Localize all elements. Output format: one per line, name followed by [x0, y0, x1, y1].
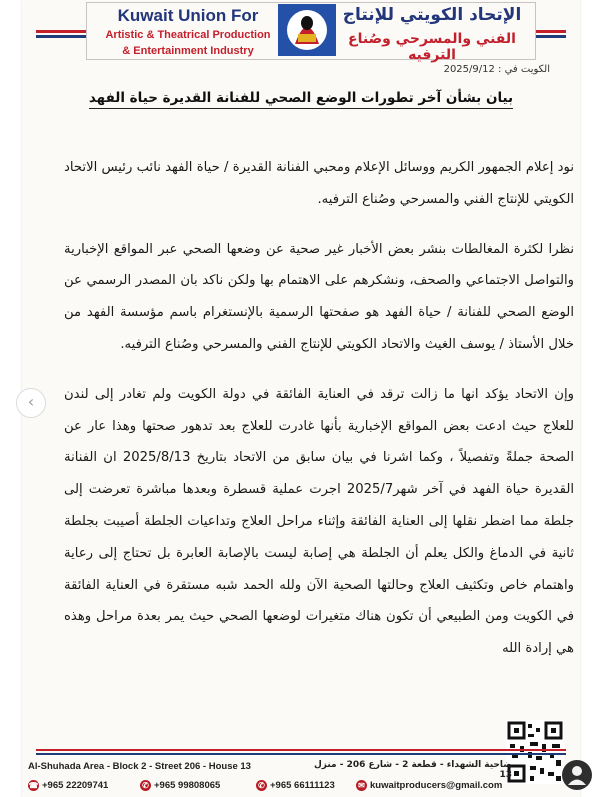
- whatsapp-icon: ✆: [140, 780, 151, 791]
- whatsapp-number: +965 66111123: [270, 780, 335, 792]
- phone-number: +965 22209741: [42, 780, 109, 792]
- phone-contact: [28, 780, 108, 791]
- email-contact: [356, 780, 502, 791]
- statement-subject: [62, 90, 540, 106]
- document-page: [22, 0, 580, 797]
- address-english: Al-Shuhada Area - Block 2 - Street 206 - House 13: [28, 761, 251, 772]
- footer-rule: [36, 749, 566, 757]
- whatsapp-number: +965 99808065: [154, 780, 221, 792]
- english-subtitle-line2: & Entertainment Industry: [122, 45, 254, 57]
- union-logo-icon: [278, 4, 336, 56]
- english-subtitle-line1: Artistic & Theatrical Production: [105, 29, 271, 41]
- address-arabic: ضاحية الشهداء - قطعة 2 - شارع 206 - منزل 13: [313, 760, 512, 780]
- arabic-title: الإتحاد الكويتي للإنتاج: [342, 5, 522, 25]
- statement-body: [64, 152, 574, 683]
- whatsapp-icon: ✆: [256, 780, 267, 791]
- arabic-subtitle: الفني والمسرحي وصُناع الترفيه: [348, 31, 516, 63]
- english-title: Kuwait Union For: [117, 6, 259, 25]
- whatsapp-contact: [256, 780, 335, 791]
- paragraph: نود إعلام الجمهور الكريم ووسائل الإعلام ومحبي الفنانة القديرة / حياة الفهد نائب رئيس الاتحاد الكويتي للإنتاج الفني والمسرحي وصُناع الترفيه.: [64, 160, 574, 207]
- document-date: الكويت في : 2025/9/12: [443, 64, 550, 75]
- paragraph: وإن الاتحاد يؤكد انها ما زالت ترقد في العناية الفائقة في دولة الكويت ولم تغادر إلى لندن للعلاج حيث ادعت بعض المواقع الإخبارية بأنها غادرت للعلاج بعد تدهور صحتها وهذا عار عن الصحة جملةً وتفصيلاً ، وكما اشرنا في بيان سابق من الاتحاد بتاريخ 2025/8/13 ان الفنانة القديرة حياة الفهد في آخر شهر2025/7 اجرت عملية قسطرة وبعدها مباشرة تعرضت إلى جلطة مما اضطر نقلها إلى العناية الفائقة وإثناء مراحل العلاج وتداعيات الجلطة أصيبت بجلطة ثانية في الدماغ والكل يعلم أن الجلطة هي إصابة ليست بالإصابة العابرة بل تحتاج إلى رعاية واهتمام خاص وتكثيف العلاج وحالتها الصحية الآن ولله الحمد شبه مستقرة في العناية الفائقة في الكويت ومن الطبيعي أن تكون هناك متغيرات لوضعها الصحي حيث يمر بعدة مراحل وهذه هي إرادة الله: [64, 386, 575, 657]
- user-icon: [562, 760, 592, 790]
- previous-arrow-icon[interactable]: ‹: [16, 388, 46, 418]
- paragraph: نظرا لكثرة المغالطات بنشر بعض الأخبار غير صحية عن وضعها الصحي عبر المواقع الإخبارية والتواصل الاجتماعي والصحف، ونشكرهم على الاهتمام بها ولكن ناكد بان المصدر الرسمي عن الوضع الصحي للفنانة / حياة الفهد هو صفحتها الرسمية بالإنستغرام باسم مؤسسة الفهد من خلال الأستاذ / يوسف الغيث والاتحاد الكويتي للإنتاج الفني والمسرحي وصُناع الترفيه.: [64, 241, 574, 352]
- whatsapp-contact: [140, 780, 220, 791]
- avatar[interactable]: [562, 760, 592, 790]
- phone-icon: ☎: [28, 781, 39, 790]
- subject-text: بيان بشأن آخر تطورات الوضع الصحي للفنانة القديرة حياة الفهد: [89, 90, 513, 109]
- email-icon: ✉: [356, 780, 367, 791]
- email-address: kuwaitproducers@gmail.com: [370, 780, 503, 792]
